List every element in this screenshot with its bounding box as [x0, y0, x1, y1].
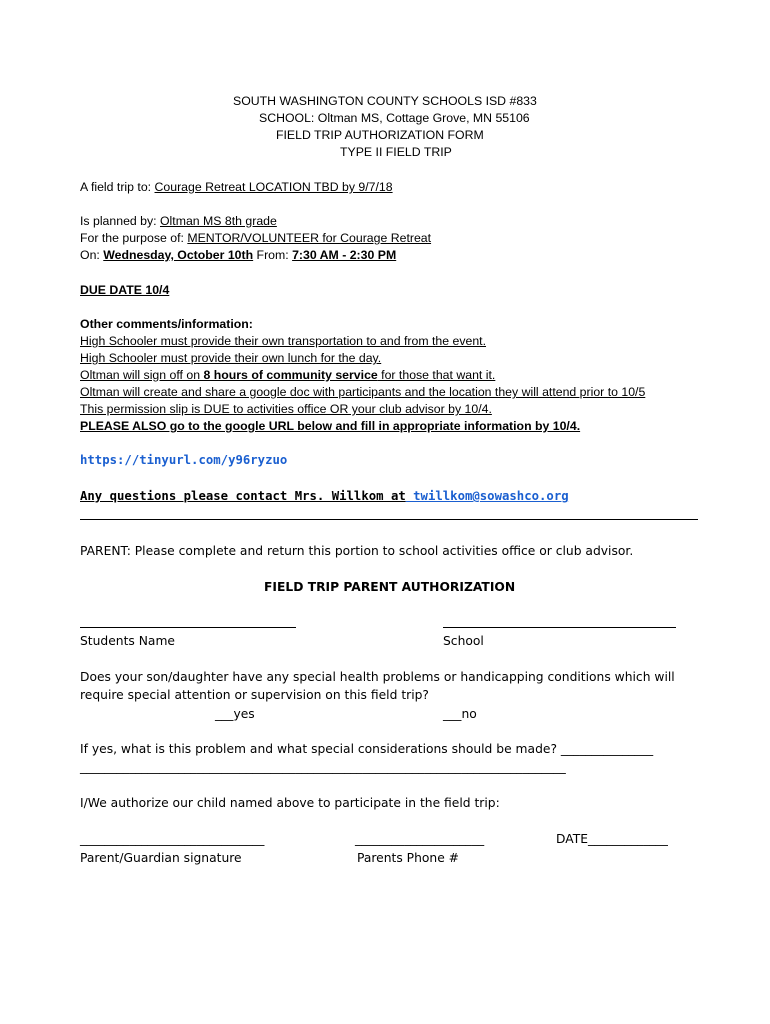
from-label: From:	[253, 248, 293, 262]
if-yes-answer-line[interactable]: _______________________________________________________________________________	[80, 760, 566, 774]
no-option[interactable]: ___no	[443, 707, 477, 721]
comment-lunch: High Schooler must provide their own lunch for the day.	[80, 351, 382, 365]
purpose-line	[80, 231, 431, 245]
signature-line[interactable]: ______________________________	[80, 832, 265, 846]
trip-time: 7:30 AM - 2:30 PM	[292, 248, 397, 262]
on-label: On:	[80, 248, 104, 262]
if-yes-question[interactable]: If yes, what is this problem and what special considerations should be made? _______________	[80, 742, 654, 756]
authorization-statement: I/We authorize our child named above to participate in the field trip:	[80, 796, 500, 810]
school-line[interactable]	[443, 627, 676, 628]
signature-label: Parent/Guardian signature	[80, 851, 242, 865]
due-date: DUE DATE 10/4	[80, 283, 170, 297]
trip-destination-value: Courage Retreat LOCATION TBD by 9/7/18	[154, 180, 393, 194]
school-heading: SCHOOL: Oltman MS, Cottage Grove, MN 55106	[259, 111, 530, 125]
comment-google-url: PLEASE ALSO go to the google URL below and fill in appropriate information by 10/4.	[80, 419, 581, 433]
comment-due: This permission slip is DUE to activities office OR your club advisor by 10/4.	[80, 402, 492, 416]
trip-date: Wednesday, October 10th	[103, 248, 254, 262]
students-name-label: Students Name	[80, 634, 176, 648]
health-question-line2: require special attention or supervision on this field trip?	[80, 688, 429, 702]
comment-service-hours: 8 hours of community service	[203, 368, 378, 382]
planned-by-label: Is planned by:	[80, 214, 160, 228]
form-title: FIELD TRIP AUTHORIZATION FORM	[276, 128, 484, 142]
purpose-value: MENTOR/VOLUNTEER for Courage Retreat	[187, 231, 432, 245]
student-name-line[interactable]	[80, 627, 296, 628]
district-heading: SOUTH WASHINGTON COUNTY SCHOOLS ISD #833	[233, 94, 537, 108]
purpose-label: For the purpose of:	[80, 231, 188, 245]
contact-email-link[interactable]: twillkom@sowashco.org	[405, 489, 569, 503]
tinyurl-link[interactable]: https://tinyurl.com/y96ryzuo	[80, 453, 288, 467]
school-label: School	[443, 634, 484, 648]
comment-google-doc: Oltman will create and share a google doc with participants and the location they will attend prior to 10/5	[80, 385, 646, 399]
date-field[interactable]: DATE_____________	[556, 832, 668, 846]
phone-label: Parents Phone #	[357, 851, 459, 865]
section-divider	[80, 519, 698, 520]
comment-service-post: for those that want it.	[377, 368, 496, 382]
trip-type: TYPE II FIELD TRIP	[340, 145, 452, 159]
comment-transportation: High Schooler must provide their own transportation to and from the event.	[80, 334, 487, 348]
comment-service-pre: Oltman will sign off on	[80, 368, 204, 382]
phone-line[interactable]: _____________________	[355, 832, 485, 846]
yes-option[interactable]: ___yes	[215, 707, 255, 721]
date-time-line	[80, 248, 396, 262]
contact-line	[80, 489, 569, 503]
planned-by-line	[80, 214, 277, 228]
parent-instruction: PARENT: Please complete and return this portion to school activities office or club advisor.	[80, 544, 634, 558]
planned-by-value: Oltman MS 8th grade	[159, 214, 277, 228]
comment-community-service	[80, 368, 495, 382]
comments-heading: Other comments/information:	[80, 317, 253, 331]
health-question-line1: Does your son/daughter have any special health problems or handicapping conditions which will	[80, 670, 675, 684]
contact-text: Any questions please contact Mrs. Willkom at	[80, 489, 406, 503]
parent-auth-title: FIELD TRIP PARENT AUTHORIZATION	[264, 580, 516, 594]
trip-destination-label: A field trip to:	[80, 180, 155, 194]
trip-destination-line	[80, 180, 393, 194]
